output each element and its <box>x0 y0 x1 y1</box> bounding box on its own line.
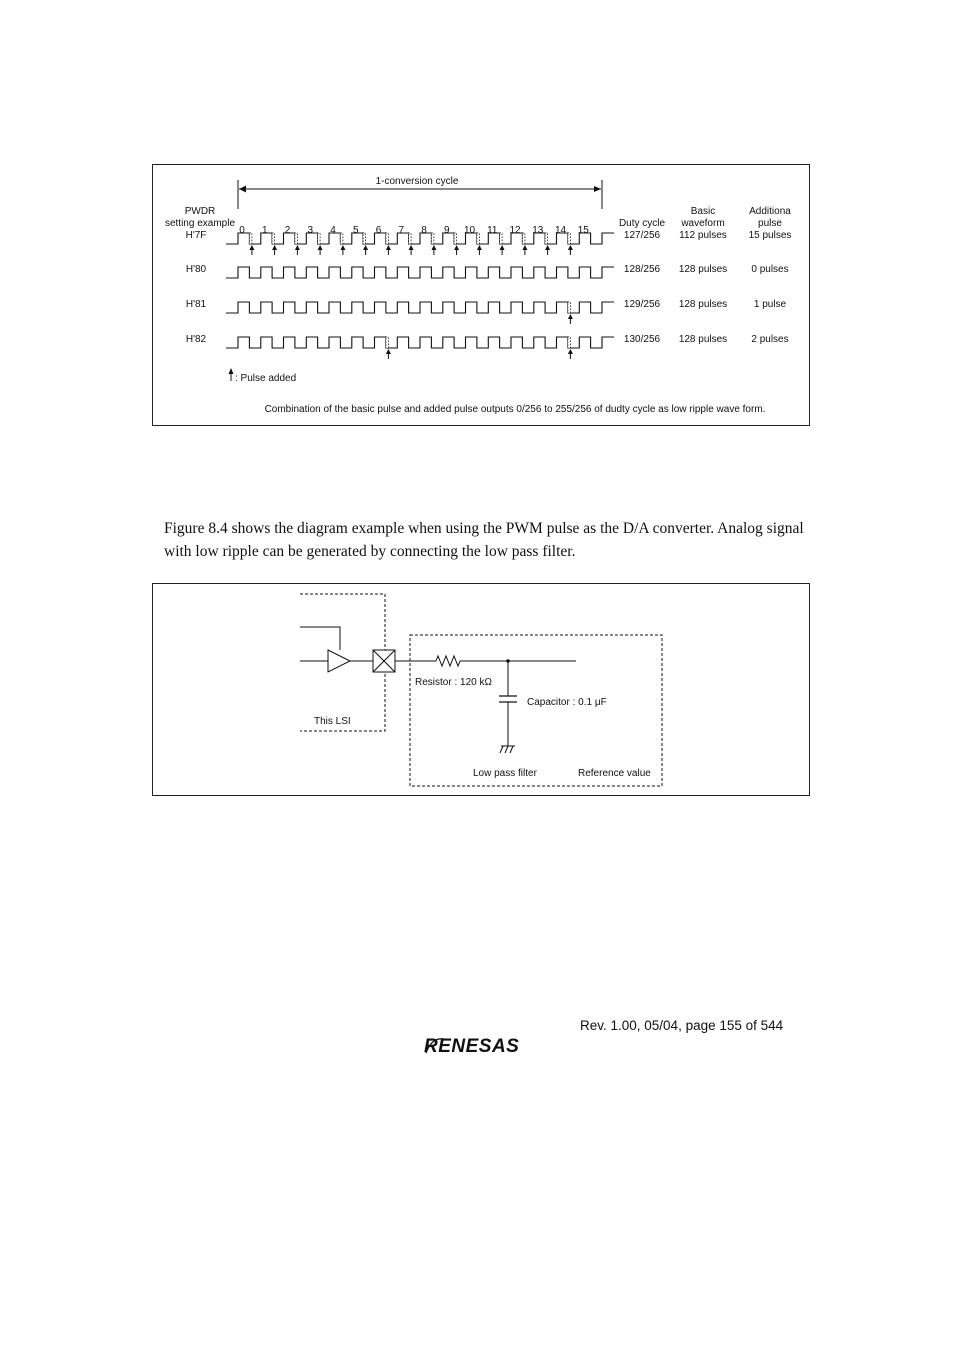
additional-pulse-value: 1 pulse <box>753 299 787 310</box>
basic-waveform-header-1: Basic <box>690 206 716 217</box>
ground-icon <box>500 746 515 753</box>
pulse-added-legend <box>229 368 297 384</box>
pwm-waveform-line <box>226 267 614 278</box>
pulse-added-arrow-icon <box>318 245 323 250</box>
pulse-added-arrow-icon <box>249 245 254 250</box>
duty-cycle-value: 128/256 <box>623 264 661 275</box>
pulse-added-arrow-icon <box>568 314 573 319</box>
pulse-number-3: 3 <box>307 225 314 236</box>
duty-cycle-value: 129/256 <box>623 299 661 310</box>
added-pulse <box>522 233 525 244</box>
basic-waveform-value: 128 pulses <box>678 299 728 310</box>
added-pulse <box>272 233 275 244</box>
da-converter-figure <box>152 583 810 796</box>
pulse-added-arrow-icon <box>477 245 482 250</box>
control-line <box>300 627 340 650</box>
waveform-row-1 <box>186 230 792 255</box>
cycle-arrow-head-left <box>239 186 246 193</box>
pulse-added-arrow-icon <box>409 245 414 250</box>
pulse-number-10: 10 <box>463 225 476 236</box>
pwm-waveform-line <box>226 302 614 313</box>
pulse-added-arrow-icon <box>295 245 300 250</box>
added-pulse <box>249 233 252 244</box>
low-pass-filter-boundary <box>410 635 662 786</box>
pulse-added-arrow-icon <box>431 245 436 250</box>
added-pulse <box>318 233 321 244</box>
pulse-added-arrow-icon <box>500 245 505 250</box>
added-pulse <box>363 233 366 244</box>
waveform-rows <box>186 230 792 359</box>
svg-text:RENESAS: RENESAS <box>424 1036 520 1057</box>
pulse-added-arrow-icon <box>568 349 573 354</box>
pwm-waveform-diagram <box>153 165 809 425</box>
pulse-added-arrow-icon <box>454 245 459 250</box>
additional-pulse-value: 0 pulses <box>751 264 789 275</box>
capacitor-label: Capacitor : 0.1 μF <box>527 697 607 708</box>
basic-waveform-header-2: waveform <box>681 218 725 229</box>
pulse-number-9: 9 <box>444 225 450 236</box>
buffer-symbol <box>328 650 350 672</box>
basic-waveform-value: 128 pulses <box>678 334 728 345</box>
setting-label: H'81 <box>185 299 207 310</box>
added-pulse <box>386 233 389 244</box>
added-pulse <box>568 302 571 313</box>
added-pulse <box>477 233 480 244</box>
pulse-number-13: 13 <box>532 225 544 236</box>
page-footer: Rev. 1.00, 05/04, page 155 of 544 <box>580 1018 784 1033</box>
figure1-caption: Combination of the basic pulse and added pulse outputs 0/256 to 255/256 of dudty cycle as low ripple wave form. <box>264 404 766 415</box>
pulse-added-arrow-icon <box>272 245 277 250</box>
waveform-row-3 <box>186 299 787 324</box>
added-pulse <box>431 233 434 244</box>
setting-label: H'82 <box>185 334 207 345</box>
duty-cycle-header: Duty cycle <box>618 218 666 229</box>
low-pass-filter-label: Low pass filter <box>473 768 537 779</box>
waveform-row-4 <box>186 334 789 359</box>
additional-pulse-value: 15 pulses <box>748 230 792 241</box>
added-pulse <box>568 233 571 244</box>
pulse-added-arrow-icon <box>340 245 345 250</box>
resistor-symbol <box>436 656 460 666</box>
setting-example-header: setting example <box>164 218 236 229</box>
additional-pulse-header-1: Additiona <box>749 206 791 217</box>
pulse-number-6: 6 <box>375 225 382 236</box>
pulse-number-1: 1 <box>262 225 268 236</box>
basic-waveform-value: 128 pulses <box>678 264 728 275</box>
conversion-cycle-label: 1-conversion cycle <box>375 176 459 187</box>
pwdr-header: PWDR <box>184 206 216 217</box>
duty-cycle-value: 130/256 <box>623 334 661 345</box>
pulse-number-5: 5 <box>353 225 359 236</box>
pulse-number-7: 7 <box>398 225 405 236</box>
resistor-label: Resistor : 120 kΩ <box>415 677 492 688</box>
reference-value-label: Reference value <box>578 768 651 779</box>
setting-label: H'80 <box>185 264 207 275</box>
added-pulse <box>295 233 298 244</box>
added-pulse <box>454 233 457 244</box>
pwm-waveform-line <box>226 337 614 348</box>
pulse-added-arrow-icon <box>386 349 391 354</box>
pulse-number-12: 12 <box>509 225 521 236</box>
setting-label: H'7F <box>185 230 207 241</box>
pulse-added-arrow-icon <box>522 245 527 250</box>
added-pulse <box>409 233 412 244</box>
added-pulse <box>500 233 503 244</box>
pulse-number-0: 0 <box>239 225 245 236</box>
pulse-number-labels <box>239 225 589 236</box>
pulse-number-8: 8 <box>421 225 427 236</box>
added-pulse <box>568 337 571 348</box>
pulse-number-11: 11 <box>487 225 498 236</box>
pulse-number-14: 14 <box>554 225 567 236</box>
added-pulse <box>340 233 343 244</box>
pulse-number-2: 2 <box>284 225 291 236</box>
body-paragraph: Figure 8.4 shows the diagram example when using the PWM pulse as the D/A converter. Analog signal with low ripple can be generated by connecting the low pass filter. <box>164 520 804 560</box>
pulse-added-arrow-icon <box>568 245 573 250</box>
added-pulse <box>545 233 548 244</box>
lsi-label: This LSI <box>314 716 351 727</box>
legend-label: : Pulse added <box>235 373 297 384</box>
additional-pulse-value: 2 pulses <box>751 334 789 345</box>
additional-pulse-header-2: pulse <box>758 218 782 229</box>
renesas-logo <box>422 1034 544 1063</box>
pulse-number-4: 4 <box>330 225 336 236</box>
added-pulse <box>386 337 389 348</box>
pulse-added-arrow-icon <box>386 245 391 250</box>
pwm-waveform-figure <box>152 164 810 426</box>
legend-arrow-icon <box>229 368 234 374</box>
pulse-added-arrow-icon <box>545 245 550 250</box>
pulse-added-arrow-icon <box>363 245 368 250</box>
waveform-row-2 <box>186 264 789 278</box>
duty-cycle-value: 127/256 <box>623 230 661 241</box>
pulse-number-15: 15 <box>577 225 589 236</box>
basic-waveform-value: 112 pulses <box>679 230 727 241</box>
da-converter-circuit <box>153 584 809 795</box>
